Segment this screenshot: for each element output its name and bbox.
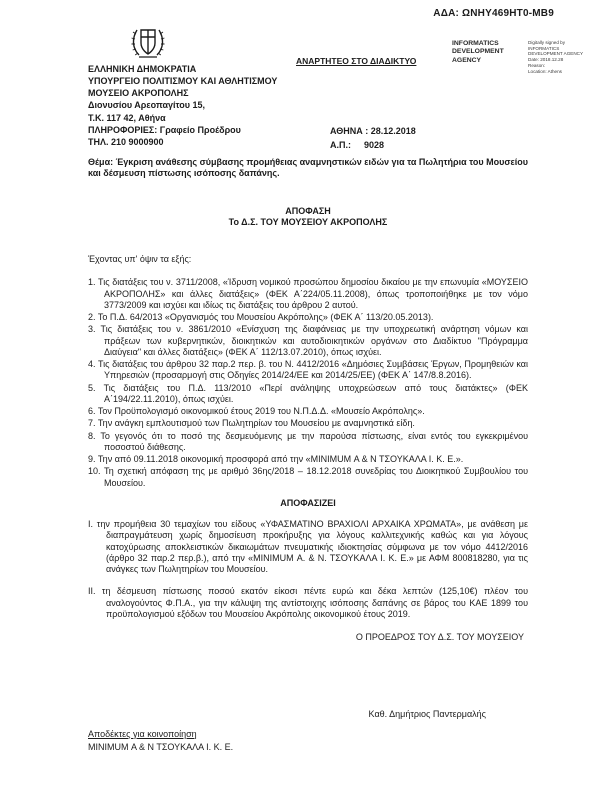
signature-detail-line: Date: 2018.12.28	[528, 57, 564, 63]
consideration-item: 4. Τις διατάξεις του άρθρου 32 παρ.2 περ. β. του Ν. 4412/2016 «Δημόσιες Συμβάσεις Έργων, Προμηθειών και Υπηρεσιών (προσαρμογή στις Οδηγίες 2014/24/ΕΕ και 2014/25/ΕΕ) (ΦΕΚ Α΄ 147/8.8.2016).	[88, 359, 528, 381]
consideration-item: 3. Τις διατάξεις του ν. 3861/2010 «Ενίσχυση της διαφάνειας με την υποχρεωτική ανάρτηση νόμων και πράξεων των κυβερνητικών, διοικητικών και αυτοδιοικητικών οργάνων στο Διαδίκτυο "Πρόγραμμα Διαύγεια" και άλλες διατάξεις» (ΦΕΚ Α΄ 112/13.07.2010), όπως ισχύει.	[88, 324, 528, 357]
ada-code: ΑΔΑ: ΩΝΗΥ469ΗΤ0-ΜΒ9	[433, 8, 554, 19]
issuer-line: ΤΗΛ. 210 9000900	[88, 136, 164, 147]
board-heading: Το Δ.Σ. ΤΟΥ ΜΟΥΣΕΙΟΥ ΑΚΡΟΠΟΛΗΣ	[228, 216, 388, 227]
consideration-item: 1. Τις διατάξεις του ν. 3711/2008, «Ίδρυση νομικού προσώπου δημοσίου δικαίου με την επωνυμία «ΜΟΥΣΕΙΟ ΑΚΡΟΠΟΛΗΣ» και άλλες διατάξεις» (ΦΕΚ Α΄224/05.11.2008), όπως τροποποιήθηκε με τον νόμο 3773/2009 και ισχύει και ιδίως τις διατάξεις του άρθρου 2 αυτού.	[88, 277, 528, 310]
date-protocol-block	[330, 125, 416, 152]
issuer-line: ΕΛΛΗΝΙΚΗ ΔΗΜΟΚΡΑΤΙΑ	[88, 64, 197, 74]
recipients-label: Αποδέκτες για κοινοποίηση	[88, 728, 197, 739]
decision-heading: ΑΠΟΦΑΣΗ	[285, 205, 331, 216]
signing-agency-name: INFORMATICS DEVELOPMENT AGENCY	[452, 40, 504, 64]
signer-name: Καθ. Δημήτριος Παντερμαλής	[368, 709, 486, 720]
signature-detail-line: DEVELOPMENT AGENCY	[528, 51, 584, 57]
preamble: Έχοντας υπ' όψιν τα εξής:	[88, 254, 192, 264]
greek-emblem-icon	[128, 24, 168, 62]
consideration-item: 2. Το Π.Δ. 64/2013 «Οργανισμός του Μουσείου Ακρόπολης» (ΦΕΚ Α΄ 113/20.05.2013).	[88, 312, 434, 322]
issuer-line: ΥΠΟΥΡΓΕΙΟ ΠΟΛΙΤΙΣΜΟΥ ΚΑΙ ΑΘΛΗΤΙΣΜΟΥ	[88, 76, 278, 87]
signature-details	[528, 40, 596, 74]
decision-item: II. τη δέσμευση πίστωσης ποσού εκατόν είκοσι πέντε ευρώ και δέκα λεπτών (125,10€) πλέον του αναλογούντος Φ.Π.Α., για την κάλυψη της αντίστοιχης ισόποσης δαπάνης σε βάρος του ΚΑΕ 1899 του προϋπολογισμού εξόδων του Μουσείου Ακρόπολης οικονομικού έτους 2019.	[88, 586, 528, 619]
protocol-number: 9028	[364, 139, 385, 150]
president-title-line: Ο ΠΡΟΕΔΡΟΣ ΤΟΥ Δ.Σ. ΤΟΥ ΜΟΥΣΕΙΟΥ	[355, 632, 524, 642]
protocol-label: Α.Π.:	[330, 139, 351, 150]
web-posting-notice: ΑΝΑΡΤΗΤΕΟ ΣΤΟ ΔΙΑΔΙΚΤΥΟ	[296, 56, 417, 66]
decisions-list	[88, 519, 528, 620]
decides-heading: ΑΠΟΦΑΣΙΖΕΙ	[280, 497, 336, 508]
signature-detail-line: Location: Athens	[528, 68, 562, 74]
city-date: ΑΘΗΝΑ : 28.12.2018	[330, 126, 416, 136]
signature-detail-line: Digitally signed by	[528, 40, 566, 45]
recipient-name: MINIMUM Α & Ν ΤΣΟΥΚΑΛΑ Ι. Κ. Ε.	[88, 741, 234, 752]
digital-signature-stamp	[452, 40, 600, 74]
issuer-header	[88, 63, 277, 148]
issuer-line: ΠΛΗΡΟΦΟΡΙΕΣ: Γραφείο Προέδρου	[88, 124, 241, 135]
recipients-block	[88, 729, 528, 754]
issuer-line: Τ.Κ. 117 42, Αθήνα	[88, 112, 166, 123]
issuer-line: Διονυσίου Αρεοπαγίτου 15,	[88, 100, 206, 111]
consideration-item: 5. Τις διατάξεις του Π.Δ. 113/2010 «Περί ανάληψης υποχρεώσεων από τους διατάκτες» (ΦΕΚ Α΄194/22.11.2010), όπως ισχύει.	[88, 382, 528, 404]
consideration-item: 10. Τη σχετική απόφαση της με αριθμό 36ης/2018 – 18.12.2018 συνεδρίας του Διοικητικού Συμβουλίου του Μουσείου.	[88, 466, 528, 488]
document-body	[88, 157, 528, 753]
decision-item: I. την προμήθεια 30 τεμαχίων του είδους «ΥΦΑΣΜΑΤΙΝΟ ΒΡΑΧΙΟΛΙ ΑΡΧΑΙΚΑ ΧΡΩΜΑΤΑ», με ανάθεση με διαπραγμάτευση χωρίς δημοσίευση προκήρυξης για λόγους καλλιτεχνικής καθώς και για λόγους κατοχύρωσης αποκλειστικών δικαιωμάτων πνευματικής ιδιοκτησίας σύμφωνα με τον νόμο 4412/2016 (άρθρο 32 παρ.2 περ.β.), από την «MINIMUM Α. & Ν. ΤΣΟΥΚΑΛΑ Ι. Κ. Ε.» με ΑΦΜ 800818280, για τις ανάγκες των Πωλητηρίων του Μουσείου.	[88, 519, 528, 574]
consideration-item: 8. Το γεγονός ότι το ποσό της δεσμευόμενης με την παρούσα πίστωσης, είναι εντός του εγκεκριμένου ποσοστού διάθεσης.	[88, 430, 528, 452]
considerations-list	[88, 277, 528, 489]
subject-line: Θέμα: Έγκριση ανάθεσης σύμβασης προμήθειας αναμνηστικών ειδών για τα Πωλητήρια του Μουσείου και δέσμευση πίστωσης ισόποσης δαπάνης.	[88, 157, 529, 179]
signature-detail-line: Reason:	[528, 62, 546, 68]
consideration-item: 9. Την από 09.11.2018 οικονομική προσφορά από την «MINIMUM Α & Ν ΤΣΟΥΚΑΛΑ Ι. Κ. Ε.».	[88, 454, 464, 464]
issuer-line: ΜΟΥΣΕΙΟ ΑΚΡΟΠΟΛΗΣ	[88, 88, 189, 99]
consideration-item: 7. Την ανάγκη εμπλουτισμού των Πωλητηρίων του Μουσείου με αναμνηστικά είδη.	[88, 418, 415, 429]
consideration-item: 6. Τον Προϋπολογισμό οικονομικού έτους 2019 του Ν.Π.Δ.Δ. «Μουσείο Ακρόπολης».	[88, 406, 425, 416]
signature-detail-line: INFORMATICS	[528, 45, 560, 51]
